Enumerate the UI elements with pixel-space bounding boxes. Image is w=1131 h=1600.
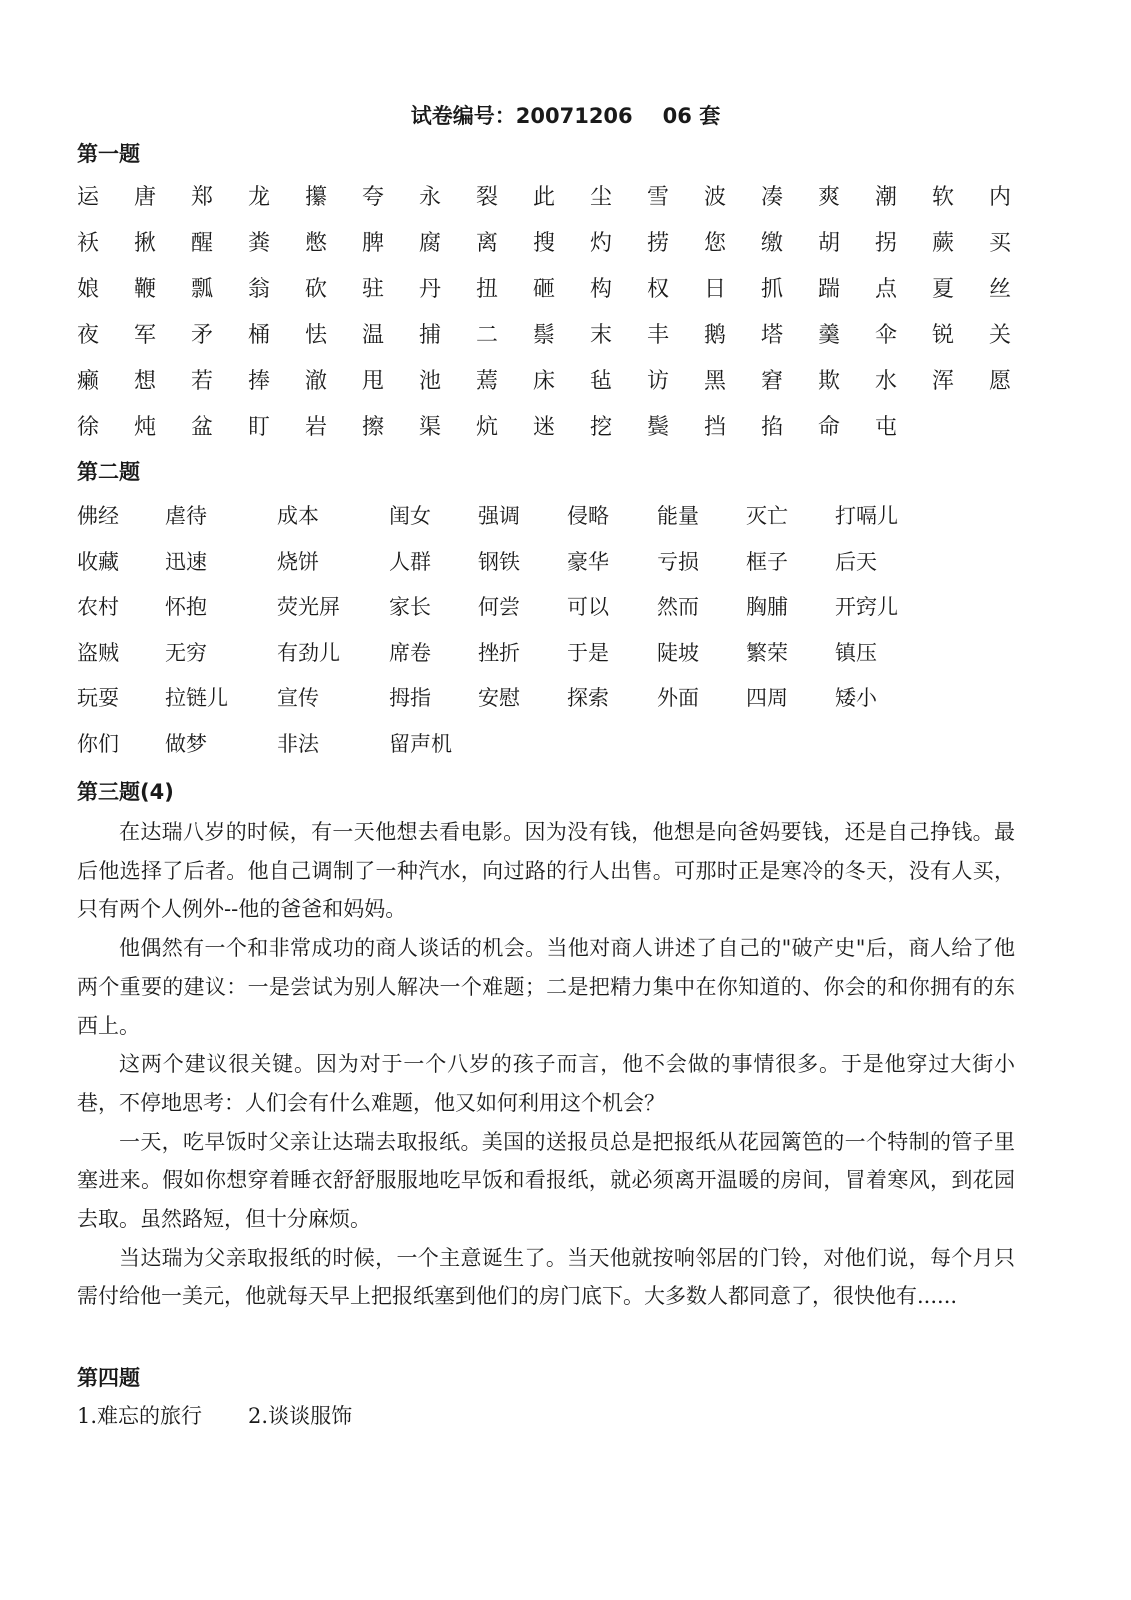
character-item: 若 bbox=[191, 369, 214, 394]
character-item: 踹 bbox=[818, 277, 841, 302]
character-item: 运 bbox=[77, 185, 100, 210]
character-row bbox=[77, 272, 1037, 318]
character-item: 床 bbox=[533, 369, 556, 394]
exam-title bbox=[0, 100, 1131, 130]
word-item: 挫折 bbox=[478, 640, 520, 665]
word-item: 拉链儿 bbox=[165, 686, 228, 710]
word-item: 钢铁 bbox=[478, 549, 520, 574]
character-item: 癞 bbox=[77, 369, 100, 394]
character-item: 访 bbox=[647, 369, 670, 394]
character-item: 军 bbox=[134, 323, 157, 348]
character-item: 粪 bbox=[248, 231, 271, 256]
character-item: 砸 bbox=[533, 277, 556, 302]
word-item: 荧光屏 bbox=[277, 595, 340, 619]
passage-paragraph: 一天，吃早饭时父亲让达瑞去取报纸。美国的送报员总是把报纸从花园篱笆的一个特制的管子里塞进来。假如你想穿着睡衣舒舒服服地吃早饭和看报纸，就必须离开温暖的房间，冒着寒风，到花园去取。虽然路短，但十分麻烦。 bbox=[77, 1129, 1015, 1232]
word-item: 有劲儿 bbox=[277, 640, 340, 665]
character-item: 此 bbox=[533, 185, 556, 210]
passage-paragraph: 当达瑞为父亲取报纸的时候，一个主意诞生了。当天他就按响邻居的门铃，对他们说，每个月只需付给他一美元，他就每天早上把报纸塞到他们的房门底下。大多数人都同意了，很快他有...... bbox=[77, 1245, 1015, 1309]
character-item: 炕 bbox=[476, 415, 499, 440]
character-item: 尘 bbox=[590, 185, 613, 210]
character-item: 揪 bbox=[134, 231, 157, 256]
character-item: 软 bbox=[932, 185, 955, 210]
character-item: 池 bbox=[419, 369, 442, 394]
character-item: 桶 bbox=[248, 323, 271, 348]
word-row bbox=[77, 546, 1037, 592]
word-item: 灭亡 bbox=[746, 504, 788, 528]
character-item: 挡 bbox=[704, 415, 727, 440]
character-item: 攥 bbox=[305, 185, 328, 210]
character-item: 郑 bbox=[191, 185, 214, 210]
character-item: 买 bbox=[989, 231, 1012, 256]
word-item: 框子 bbox=[746, 549, 788, 574]
word-row bbox=[77, 500, 1037, 546]
word-item: 玩耍 bbox=[77, 686, 119, 710]
character-item: 权 bbox=[647, 277, 670, 302]
character-item: 翁 bbox=[248, 277, 271, 302]
word-item: 做梦 bbox=[165, 731, 207, 756]
character-item: 蕨 bbox=[932, 231, 955, 256]
word-row bbox=[77, 728, 1037, 774]
character-item: 屯 bbox=[875, 415, 898, 440]
character-row bbox=[77, 410, 1037, 456]
character-item: 您 bbox=[704, 231, 727, 256]
character-item: 岩 bbox=[305, 415, 328, 440]
character-item: 水 bbox=[875, 369, 898, 394]
section3-heading: 第三题(4) bbox=[77, 780, 174, 804]
word-item: 农村 bbox=[77, 595, 119, 619]
passage-paragraph: 在达瑞八岁的时候，有一天他想去看电影。因为没有钱，他想是向爸妈要钱，还是自己挣钱。最后他选择了后者。他自己调制了一种汽水，向过路的行人出售。可那时正是寒冷的冬天，没有人买，只有两个人例外--他的爸爸和妈妈。 bbox=[77, 820, 1015, 922]
character-item: 拐 bbox=[875, 231, 898, 256]
section2-word-grid bbox=[77, 500, 1037, 773]
topic-item: 1.难忘的旅行 bbox=[77, 1404, 203, 1428]
character-item: 愿 bbox=[989, 369, 1012, 394]
word-item: 成本 bbox=[277, 504, 319, 528]
word-item: 烧饼 bbox=[277, 549, 319, 574]
exam-set: 06 套 bbox=[662, 104, 721, 128]
character-item: 迷 bbox=[533, 415, 556, 440]
character-item: 窘 bbox=[761, 369, 784, 394]
exam-code: 试卷编号：20071206 bbox=[410, 104, 633, 128]
word-item: 盗贼 bbox=[77, 640, 119, 665]
character-item: 抓 bbox=[761, 277, 784, 302]
character-item: 鬓 bbox=[647, 415, 670, 440]
character-item: 末 bbox=[590, 323, 613, 348]
character-item: 盯 bbox=[248, 415, 271, 440]
word-item: 无穷 bbox=[165, 640, 207, 665]
word-item: 四周 bbox=[746, 686, 788, 710]
character-item: 潮 bbox=[875, 185, 898, 210]
character-item: 波 bbox=[704, 185, 727, 210]
section1-character-grid bbox=[77, 180, 1037, 456]
character-item: 捕 bbox=[419, 323, 442, 348]
word-item: 宣传 bbox=[277, 686, 319, 710]
character-item: 雪 bbox=[647, 185, 670, 210]
character-item: 驻 bbox=[362, 277, 385, 302]
character-item: 日 bbox=[704, 277, 727, 302]
section4-heading: 第四题 bbox=[77, 1366, 140, 1390]
word-item: 于是 bbox=[567, 640, 609, 665]
character-item: 脾 bbox=[362, 231, 385, 256]
character-item: 构 bbox=[590, 277, 613, 302]
character-item: 捧 bbox=[248, 369, 271, 394]
character-item: 浑 bbox=[932, 369, 955, 394]
character-item: 龙 bbox=[248, 185, 271, 210]
character-item: 盆 bbox=[191, 415, 214, 440]
character-item: 唐 bbox=[134, 185, 157, 210]
character-item: 扭 bbox=[476, 277, 499, 302]
word-item: 席卷 bbox=[389, 640, 431, 665]
character-item: 命 bbox=[818, 415, 841, 440]
word-item: 侵略 bbox=[567, 504, 609, 528]
character-item: 点 bbox=[875, 277, 898, 302]
word-item: 闺女 bbox=[389, 504, 431, 528]
character-item: 毡 bbox=[590, 369, 613, 394]
word-item: 人群 bbox=[389, 549, 431, 574]
word-row bbox=[77, 591, 1037, 637]
character-item: 关 bbox=[989, 323, 1012, 348]
word-item: 胸脯 bbox=[746, 595, 788, 619]
word-item: 开窍儿 bbox=[835, 595, 898, 619]
character-item: 掐 bbox=[761, 415, 784, 440]
word-row bbox=[77, 637, 1037, 683]
character-item: 欺 bbox=[818, 369, 841, 394]
word-item: 强调 bbox=[478, 504, 520, 528]
character-item: 渠 bbox=[419, 415, 442, 440]
word-item: 你们 bbox=[77, 731, 119, 756]
character-item: 凑 bbox=[761, 185, 784, 210]
character-item: 娘 bbox=[77, 277, 100, 302]
character-item: 鞭 bbox=[134, 277, 157, 302]
character-item: 夸 bbox=[362, 185, 385, 210]
word-item: 探索 bbox=[567, 686, 609, 710]
character-row bbox=[77, 226, 1037, 272]
word-item: 后天 bbox=[835, 549, 877, 574]
word-item: 安慰 bbox=[478, 686, 520, 710]
character-item: 徐 bbox=[77, 415, 100, 440]
character-item: 醒 bbox=[191, 231, 214, 256]
word-item: 能量 bbox=[657, 504, 699, 528]
word-item: 虐待 bbox=[165, 504, 207, 528]
word-item: 迅速 bbox=[165, 549, 207, 574]
character-item: 塔 bbox=[761, 323, 784, 348]
word-item: 陡坡 bbox=[657, 640, 699, 665]
word-item: 亏损 bbox=[657, 549, 699, 574]
character-item: 怯 bbox=[305, 323, 328, 348]
character-item: 擦 bbox=[362, 415, 385, 440]
word-item: 拇指 bbox=[389, 686, 431, 710]
section1-heading: 第一题 bbox=[77, 142, 140, 166]
word-item: 收藏 bbox=[77, 549, 119, 574]
character-item: 永 bbox=[419, 185, 442, 210]
section4-topics bbox=[77, 1400, 352, 1430]
topic-item: 2.谈谈服饰 bbox=[248, 1404, 353, 1428]
section2-heading: 第二题 bbox=[77, 460, 140, 484]
character-item: 砍 bbox=[305, 277, 328, 302]
character-item: 憋 bbox=[305, 231, 328, 256]
section3-passage bbox=[77, 813, 1015, 1316]
character-item: 夜 bbox=[77, 323, 100, 348]
word-row bbox=[77, 682, 1037, 728]
character-item: 鹅 bbox=[704, 323, 727, 348]
character-item: 锐 bbox=[932, 323, 955, 348]
passage-paragraph: 这两个建议很关键。因为对于一个八岁的孩子而言，他不会做的事情很多。于是他穿过大街小巷，不停地思考：人们会有什么难题，他又如何利用这个机会？ bbox=[77, 1052, 1015, 1115]
word-item: 外面 bbox=[657, 686, 699, 710]
character-item: 捞 bbox=[647, 231, 670, 256]
character-item: 灼 bbox=[590, 231, 613, 256]
character-item: 丰 bbox=[647, 323, 670, 348]
character-item: 爽 bbox=[818, 185, 841, 210]
character-item: 黑 bbox=[704, 369, 727, 394]
character-item: 羹 bbox=[818, 323, 841, 348]
character-item: 澈 bbox=[305, 369, 328, 394]
character-item: 离 bbox=[476, 231, 499, 256]
word-item: 打嗝儿 bbox=[835, 504, 898, 528]
character-item: 腐 bbox=[419, 231, 442, 256]
character-item: 炖 bbox=[134, 415, 157, 440]
character-item: 瓢 bbox=[191, 277, 214, 302]
word-item: 然而 bbox=[657, 595, 699, 619]
character-item: 缴 bbox=[761, 231, 784, 256]
character-item: 蔫 bbox=[476, 369, 499, 394]
character-item: 二 bbox=[476, 323, 499, 348]
character-item: 想 bbox=[134, 369, 157, 394]
character-row bbox=[77, 180, 1037, 226]
character-item: 矛 bbox=[191, 323, 214, 348]
character-item: 搜 bbox=[533, 231, 556, 256]
word-item: 矮小 bbox=[835, 686, 877, 710]
word-item: 非法 bbox=[277, 731, 319, 756]
word-item: 佛经 bbox=[77, 504, 119, 528]
passage-paragraph: 他偶然有一个和非常成功的商人谈话的机会。当他对商人讲述了自己的"破产史"后，商人给了他两个重要的建议：一是尝试为别人解决一个难题；二是把精力集中在你知道的、你会的和你拥有的东西上。 bbox=[77, 936, 1015, 1038]
character-item: 丝 bbox=[989, 277, 1012, 302]
character-item: 伞 bbox=[875, 323, 898, 348]
word-item: 镇压 bbox=[835, 640, 877, 665]
word-item: 可以 bbox=[567, 595, 609, 619]
character-item: 温 bbox=[362, 323, 385, 348]
word-item: 怀抱 bbox=[165, 595, 207, 619]
character-item: 胡 bbox=[818, 231, 841, 256]
character-item: 裂 bbox=[476, 185, 499, 210]
word-item: 繁荣 bbox=[746, 640, 788, 665]
character-item: 鬃 bbox=[533, 323, 556, 348]
character-item: 夏 bbox=[932, 277, 955, 302]
character-row bbox=[77, 318, 1037, 364]
word-item: 家长 bbox=[389, 595, 431, 619]
character-item: 丹 bbox=[419, 277, 442, 302]
character-item: 挖 bbox=[590, 415, 613, 440]
character-row bbox=[77, 364, 1037, 410]
character-item: 甩 bbox=[362, 369, 385, 394]
word-item: 留声机 bbox=[389, 731, 452, 756]
word-item: 豪华 bbox=[567, 549, 609, 574]
character-item: 内 bbox=[989, 185, 1012, 210]
word-item: 何尝 bbox=[478, 595, 520, 619]
character-item: 袄 bbox=[77, 231, 100, 256]
